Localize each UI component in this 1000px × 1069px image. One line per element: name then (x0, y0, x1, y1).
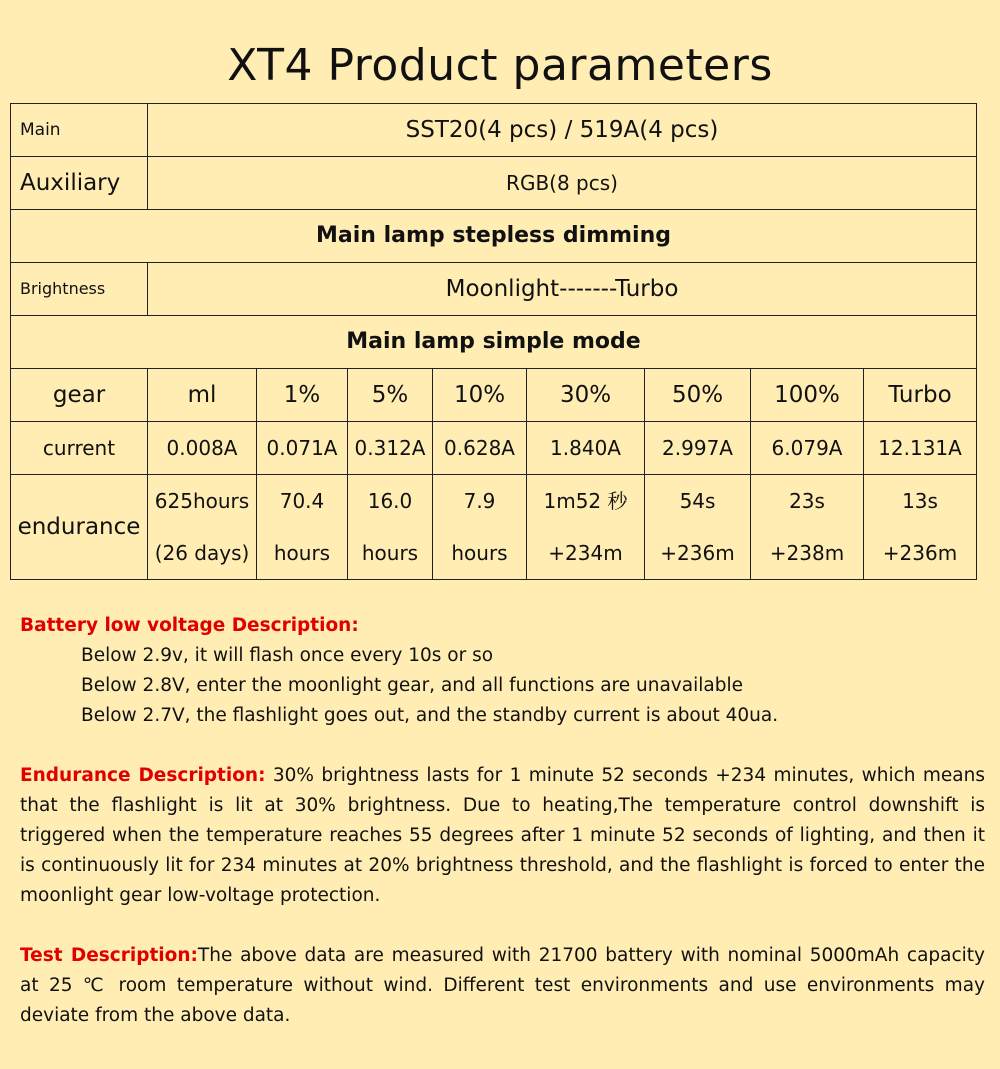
gear-label: gear (11, 369, 148, 422)
brightness-label: Brightness (11, 263, 148, 316)
current-cell: 0.628A (433, 422, 527, 475)
current-cell: 2.997A (645, 422, 751, 475)
endurance-cell: 54s +236m (645, 475, 751, 580)
endurance-cell: 13s +236m (864, 475, 977, 580)
battery-line: Below 2.8V, enter the moonlight gear, and all functions are unavailable (81, 675, 743, 696)
page-title: XT4 Product parameters (227, 40, 773, 91)
endurance-cell: 625hours (26 days) (148, 475, 257, 580)
auxiliary-row (11, 157, 977, 210)
current-row (11, 422, 977, 475)
endurance-description (20, 761, 985, 911)
test-heading: Test Description: (20, 945, 198, 966)
main-label: Main (11, 104, 148, 157)
current-cell: 0.008A (148, 422, 257, 475)
main-value: SST20(4 pcs) / 519A(4 pcs) (148, 104, 977, 157)
gear-cell: 100% (751, 369, 864, 422)
simple-heading: Main lamp simple mode (11, 316, 977, 369)
test-description (20, 941, 985, 1031)
endurance-label: endurance (11, 475, 148, 580)
endurance-text: 30% brightness lasts for 1 minute 52 seconds +234 minutes, which means that the flashlight is lit at 30% brightness. Due to heating,The temperature control downshift is triggered when the temperature reaches 55 degrees after 1 minute 52 seconds of lighting, and then it is continuously lit for 234 minutes at 20% brightness threshold, and the flashlight is forced to enter the moonlight gear low-voltage protection. (20, 765, 985, 906)
auxiliary-label: Auxiliary (11, 157, 148, 210)
stepless-heading: Main lamp stepless dimming (11, 210, 977, 263)
brightness-row (11, 263, 977, 316)
current-cell: 6.079A (751, 422, 864, 475)
endurance-row (11, 475, 977, 580)
endurance-cell: 70.4 hours (257, 475, 348, 580)
current-cell: 12.131A (864, 422, 977, 475)
gear-cell: 1% (257, 369, 348, 422)
gear-cell: 50% (645, 369, 751, 422)
stepless-heading-row (11, 210, 977, 263)
auxiliary-value: RGB(8 pcs) (148, 157, 977, 210)
simple-heading-row (11, 316, 977, 369)
gear-cell: ml (148, 369, 257, 422)
main-row (11, 104, 977, 157)
endurance-cell: 1m52 秒 +234m (527, 475, 645, 580)
battery-line: Below 2.9v, it will flash once every 10s or so (81, 645, 494, 666)
gear-row (11, 369, 977, 422)
endurance-cell: 23s +238m (751, 475, 864, 580)
gear-cell: 10% (433, 369, 527, 422)
current-cell: 0.071A (257, 422, 348, 475)
battery-line: Below 2.7V, the flashlight goes out, and the standby current is about 40ua. (81, 705, 779, 726)
parameters-table (10, 103, 977, 580)
current-cell: 0.312A (348, 422, 433, 475)
endurance-heading: Endurance Description: (20, 765, 266, 786)
endurance-cell: 7.9 hours (433, 475, 527, 580)
endurance-cell: 16.0 hours (348, 475, 433, 580)
battery-section (20, 611, 985, 731)
current-cell: 1.840A (527, 422, 645, 475)
brightness-value: Moonlight-------Turbo (148, 263, 977, 316)
gear-cell: Turbo (864, 369, 977, 422)
gear-cell: 5% (348, 369, 433, 422)
test-text: The above data are measured with 21700 battery with nominal 5000mAh capacity at 25 ℃ room temperature without wind. Different test environments and use environments may deviate from the above data. (20, 945, 986, 1026)
notes-section (20, 611, 985, 1031)
current-label: current (11, 422, 148, 475)
gear-cell: 30% (527, 369, 645, 422)
battery-heading: Battery low voltage Description: (20, 615, 359, 636)
